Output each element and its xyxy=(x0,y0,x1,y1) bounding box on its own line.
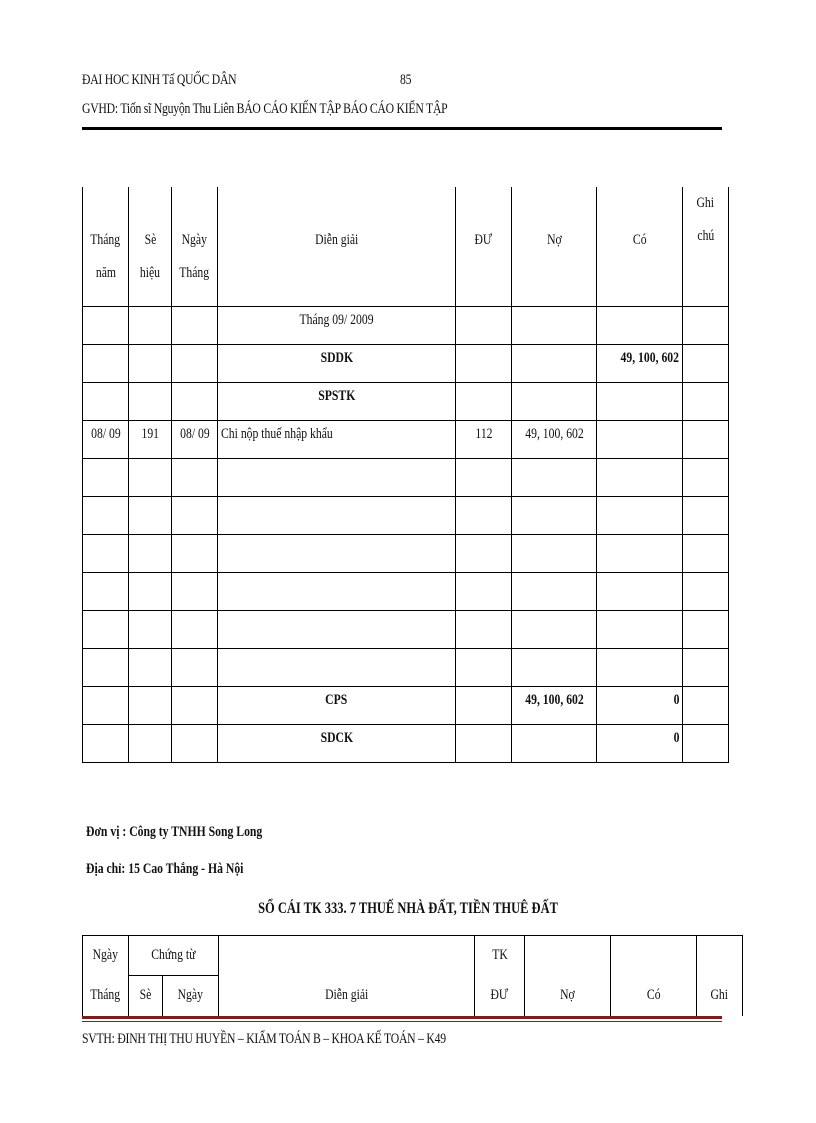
table-row xyxy=(83,458,729,496)
cell-no xyxy=(512,496,597,534)
cell-thang xyxy=(83,344,129,382)
cell-du xyxy=(456,648,512,686)
cell-ghi-chu xyxy=(683,306,729,344)
table-row xyxy=(83,344,729,382)
cell-thang xyxy=(83,572,129,610)
cell-so xyxy=(129,724,172,762)
cell-dien-giai: SDDK xyxy=(218,344,456,382)
cell-dien-giai: SPSTK xyxy=(218,382,456,420)
ledger2-table xyxy=(82,935,743,1016)
table-row xyxy=(83,724,729,762)
cell-du xyxy=(456,724,512,762)
ledger2-h-ngay: Ngày xyxy=(83,936,129,976)
table-row xyxy=(83,610,729,648)
cell-du xyxy=(456,572,512,610)
footer-rule-bottom xyxy=(82,1021,722,1022)
company-address: Địa chỉ: 15 Cao Thắng - Hà Nội xyxy=(86,861,244,877)
cell-ghi-chu xyxy=(683,382,729,420)
cell-dien-giai xyxy=(218,610,456,648)
cell-thang xyxy=(83,306,129,344)
cell-co: 0 xyxy=(597,686,683,724)
cell-no xyxy=(512,610,597,648)
cell-co xyxy=(597,382,683,420)
cell-dien-giai xyxy=(218,572,456,610)
cell-no xyxy=(512,724,597,762)
footer-rule-top xyxy=(82,1016,722,1019)
cell-ngay: 08/ 09 xyxy=(172,420,218,458)
cell-ghi-chu xyxy=(683,420,729,458)
cell-co: 0 xyxy=(597,724,683,762)
header-subtitle: GVHD: Tiốn sĩ Nguyộn Thu Liên BÁO CÁO KIẾN TẬP BÁO CÁO KIỂN TẬP xyxy=(82,101,448,117)
cell-so xyxy=(129,534,172,572)
cell-co xyxy=(597,420,683,458)
cell-ngay xyxy=(172,610,218,648)
ledger2-h-dien-giai: Diễn giải xyxy=(219,976,475,1016)
cell-du xyxy=(456,344,512,382)
cell-ghi-chu xyxy=(683,572,729,610)
col-ngay-thang: Ngày Tháng xyxy=(172,187,218,306)
ledger2-h-se: Sè xyxy=(129,976,163,1016)
col-ghi-chu: Ghi chú xyxy=(683,187,729,306)
ledger2-header-row-1 xyxy=(83,936,743,976)
header-university: ĐAI HOC KINH Tấ QUỐC DÂN xyxy=(82,72,237,88)
cell-du xyxy=(456,382,512,420)
table-row xyxy=(83,420,729,458)
cell-ngay xyxy=(172,686,218,724)
cell-thang xyxy=(83,724,129,762)
cell-dien-giai: Chi nộp thuế nhập khẩu xyxy=(218,420,456,458)
cell-co xyxy=(597,572,683,610)
cell-co: 49, 100, 602 xyxy=(597,344,683,382)
ledger2-h-ghi: Ghi xyxy=(697,976,743,1016)
cell-so xyxy=(129,648,172,686)
table-row xyxy=(83,686,729,724)
ledger-header-row xyxy=(83,187,729,306)
cell-ghi-chu xyxy=(683,344,729,382)
cell-thang xyxy=(83,458,129,496)
cell-dien-giai xyxy=(218,458,456,496)
ledger2-h-ngay2: Ngày xyxy=(163,976,219,1016)
cell-thang xyxy=(83,382,129,420)
ledger2-h-no: Nợ xyxy=(525,976,611,1016)
cell-thang xyxy=(83,686,129,724)
cell-ghi-chu xyxy=(683,458,729,496)
cell-thang xyxy=(83,610,129,648)
cell-du xyxy=(456,496,512,534)
cell-co xyxy=(597,458,683,496)
cell-du xyxy=(456,534,512,572)
col-du: ĐƯ xyxy=(456,187,512,306)
table-row xyxy=(83,496,729,534)
cell-no: 49, 100, 602 xyxy=(512,420,597,458)
header-rule xyxy=(82,127,722,130)
cell-ghi-chu xyxy=(683,724,729,762)
cell-du xyxy=(456,610,512,648)
cell-no xyxy=(512,306,597,344)
cell-co xyxy=(597,306,683,344)
table-row xyxy=(83,382,729,420)
cell-ngay xyxy=(172,572,218,610)
ledger2-h-thang: Tháng xyxy=(83,976,129,1016)
col-so-hieu: Sè hiệu xyxy=(129,187,172,306)
cell-ghi-chu xyxy=(683,648,729,686)
cell-so: 191 xyxy=(129,420,172,458)
cell-so xyxy=(129,344,172,382)
table-row xyxy=(83,572,729,610)
cell-ngay xyxy=(172,382,218,420)
page-number: 85 xyxy=(400,72,412,88)
footer-text: SVTH: ĐINH THỊ THU HUYỀN – KIẨM TOÁN B – KHOA KẾ TOÁN – K49 xyxy=(82,1031,446,1047)
cell-co xyxy=(597,534,683,572)
cell-so xyxy=(129,306,172,344)
cell-so xyxy=(129,572,172,610)
cell-ngay xyxy=(172,496,218,534)
cell-co xyxy=(597,648,683,686)
cell-ngay xyxy=(172,306,218,344)
company-name: Đơn vị : Công ty TNHH Song Long xyxy=(86,824,263,840)
cell-so xyxy=(129,496,172,534)
ledger2-h-du: ĐƯ xyxy=(475,976,525,1016)
cell-no xyxy=(512,534,597,572)
cell-thang: 08/ 09 xyxy=(83,420,129,458)
cell-ghi-chu xyxy=(683,686,729,724)
cell-dien-giai: CPS xyxy=(218,686,456,724)
cell-dien-giai xyxy=(218,534,456,572)
col-co: Có xyxy=(597,187,683,306)
cell-ngay xyxy=(172,534,218,572)
cell-no: 49, 100, 602 xyxy=(512,686,597,724)
cell-du: 112 xyxy=(456,420,512,458)
cell-no xyxy=(512,572,597,610)
cell-du xyxy=(456,686,512,724)
table-row xyxy=(83,648,729,686)
cell-ngay xyxy=(172,724,218,762)
cell-du xyxy=(456,458,512,496)
ledger-table xyxy=(82,187,729,763)
cell-co xyxy=(597,496,683,534)
cell-so xyxy=(129,686,172,724)
cell-thang xyxy=(83,648,129,686)
cell-dien-giai: Tháng 09/ 2009 xyxy=(218,306,456,344)
cell-so xyxy=(129,382,172,420)
cell-ghi-chu xyxy=(683,496,729,534)
ledger2-h-tk: TK xyxy=(475,936,525,976)
cell-ngay xyxy=(172,458,218,496)
ledger2-title: SỔ CÁI TK 333. 7 THUẾ NHÀ ĐẤT, TIỀN THUÊ ĐẤT xyxy=(258,900,558,917)
table-row xyxy=(83,306,729,344)
cell-so xyxy=(129,610,172,648)
cell-no xyxy=(512,648,597,686)
cell-ngay xyxy=(172,344,218,382)
cell-so xyxy=(129,458,172,496)
col-no: Nợ xyxy=(512,187,597,306)
cell-ngay xyxy=(172,648,218,686)
cell-ghi-chu xyxy=(683,534,729,572)
cell-co xyxy=(597,610,683,648)
cell-du xyxy=(456,306,512,344)
cell-no xyxy=(512,344,597,382)
col-dien-giai: Diễn giải xyxy=(218,187,456,306)
cell-thang xyxy=(83,496,129,534)
cell-ghi-chu xyxy=(683,610,729,648)
cell-dien-giai: SDCK xyxy=(218,724,456,762)
ledger2-h-co: Có xyxy=(611,976,697,1016)
ledger2-h-chung-tu: Chứng từ xyxy=(129,936,219,976)
cell-thang xyxy=(83,534,129,572)
cell-no xyxy=(512,458,597,496)
cell-no xyxy=(512,382,597,420)
ledger2-header-row-2 xyxy=(83,976,743,1016)
col-thang-nam: Tháng năm xyxy=(83,187,129,306)
cell-dien-giai xyxy=(218,648,456,686)
cell-dien-giai xyxy=(218,496,456,534)
table-row xyxy=(83,534,729,572)
